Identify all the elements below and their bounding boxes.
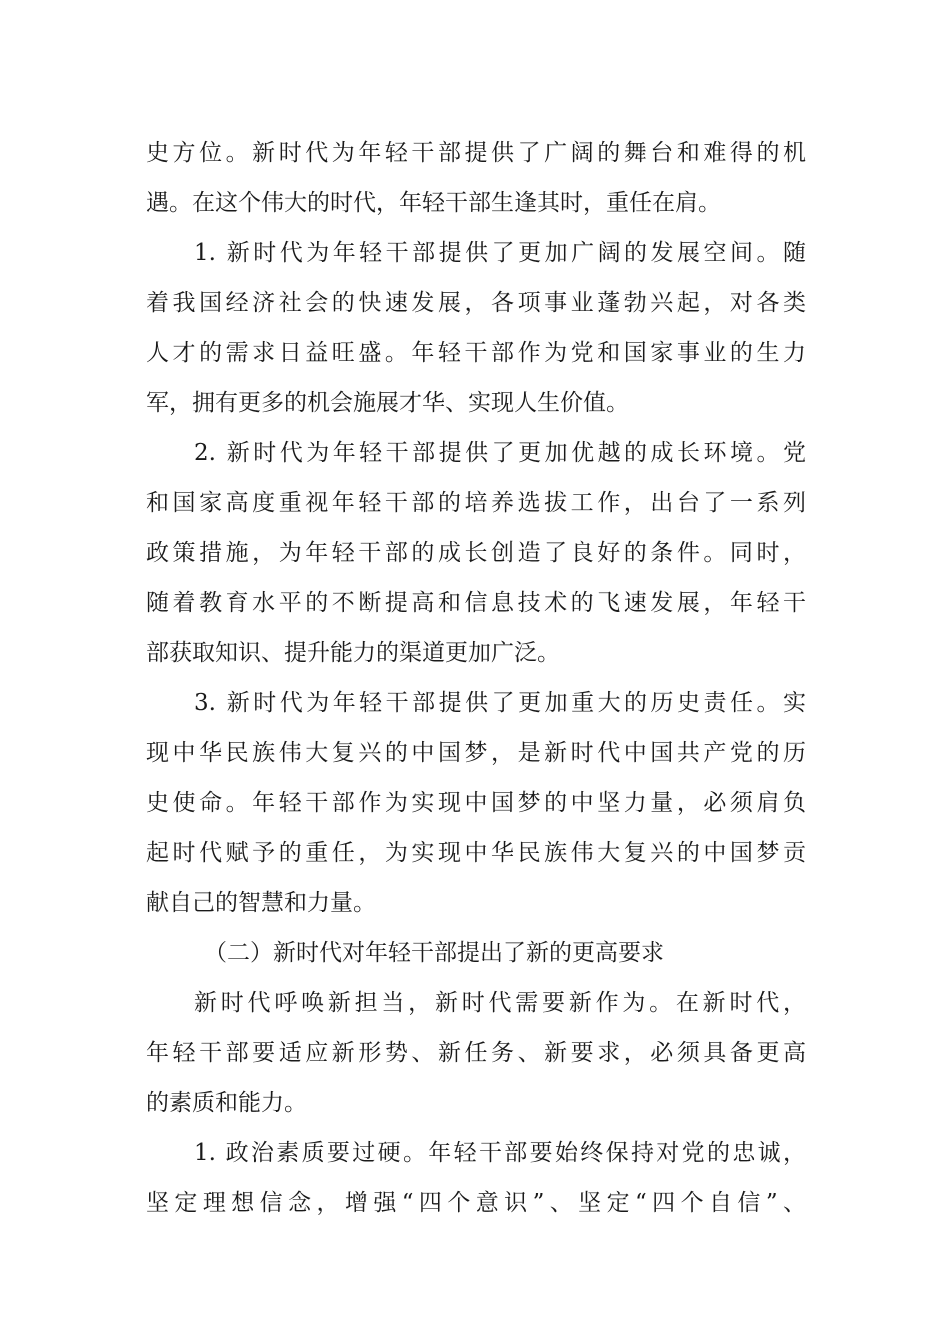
text-line: 年轻干部要适应新形势、新任务、新要求，必须具备更高 (146, 1040, 806, 1066)
text-line: 人才的需求日益旺盛。年轻干部作为党和国家事业的生力 (146, 340, 806, 366)
text-line: 献自己的智慧和力量。 (146, 890, 376, 916)
text-line: 现中华民族伟大复兴的中国梦，是新时代中国共产党的历 (146, 740, 806, 766)
text-line: 的素质和能力。 (146, 1090, 307, 1116)
text-line: 遇。在这个伟大的时代，年轻干部生逢其时，重任在肩。 (146, 190, 721, 216)
text-line: 新时代呼唤新担当，新时代需要新作为。在新时代， (194, 990, 806, 1016)
text-line: 部获取知识、提升能力的渠道更加广泛。 (146, 640, 560, 666)
text-line: 军，拥有更多的机会施展才华、实现人生价值。 (146, 390, 629, 416)
text-line: 着我国经济社会的快速发展，各项事业蓬勃兴起，对各类 (146, 290, 806, 316)
text-line: 和国家高度重视年轻干部的培养选拔工作，出台了一系列 (146, 490, 806, 516)
text-line: 随着教育水平的不断提高和信息技术的飞速发展，年轻干 (146, 590, 806, 616)
text-line: 坚定理想信念，增强“四个意识”、坚定“四个自信”、 (146, 1190, 806, 1216)
text-line: 政策措施，为年轻干部的成长创造了良好的条件。同时， (146, 540, 806, 566)
text-line: 3. 新时代为年轻干部提供了更加重大的历史责任。实 (194, 690, 806, 716)
text-line: 史方位。新时代为年轻干部提供了广阔的舞台和难得的机 (146, 140, 806, 166)
text-line: 起时代赋予的重任，为实现中华民族伟大复兴的中国梦贡 (146, 840, 806, 866)
section-heading: （二）新时代对年轻干部提出了新的更高要求 (204, 940, 664, 966)
text-line: 史使命。年轻干部作为实现中国梦的中坚力量，必须肩负 (146, 790, 806, 816)
text-line: 1. 新时代为年轻干部提供了更加广阔的发展空间。随 (194, 240, 806, 266)
text-line: 2. 新时代为年轻干部提供了更加优越的成长环境。党 (194, 440, 806, 466)
document-body (146, 128, 806, 1228)
text-line: 1. 政治素质要过硬。年轻干部要始终保持对党的忠诚， (194, 1140, 806, 1166)
